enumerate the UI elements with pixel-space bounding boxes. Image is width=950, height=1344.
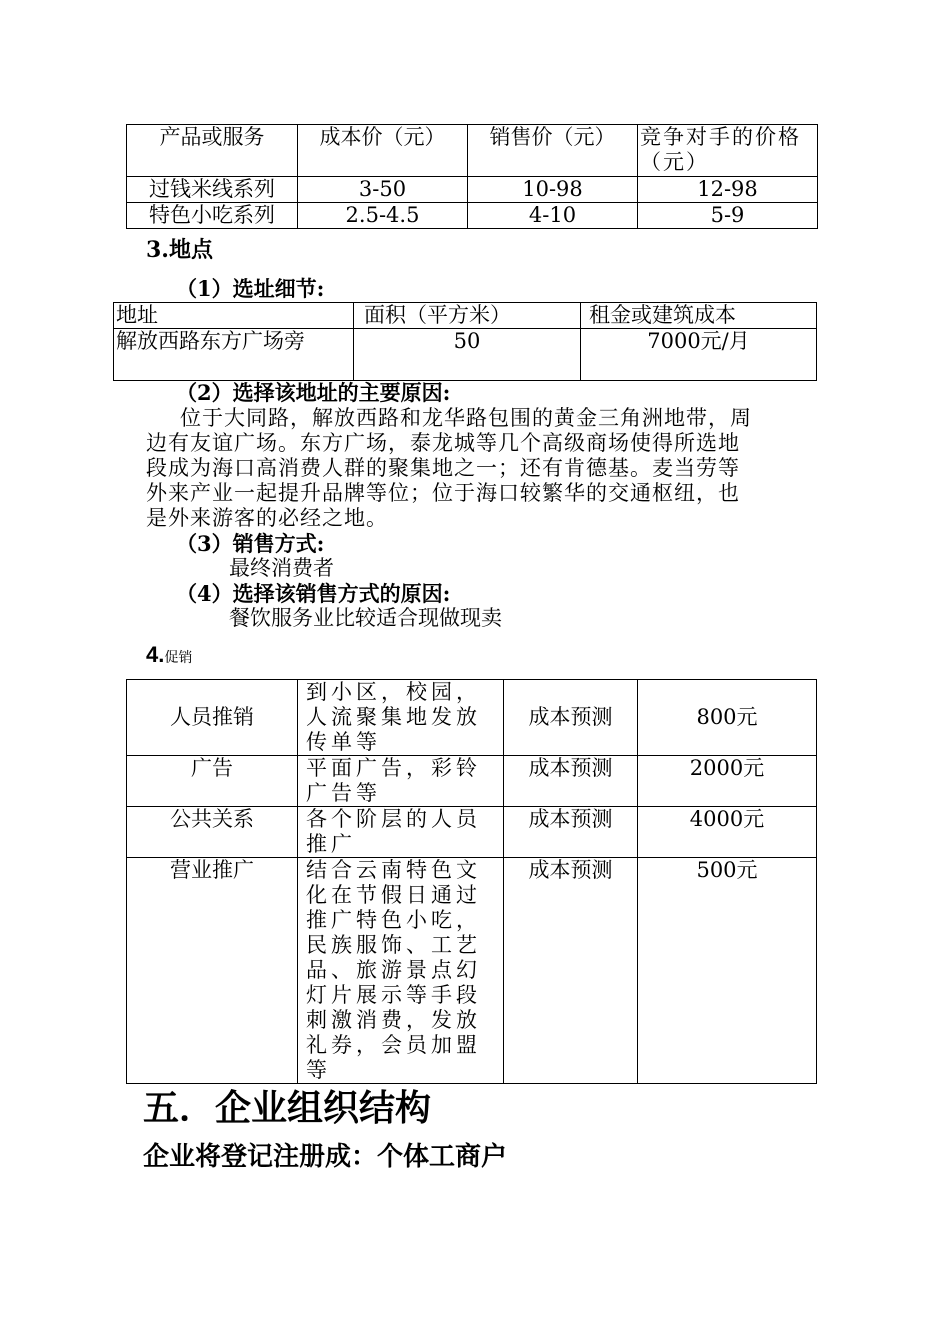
promo-cost: 4000元 <box>638 807 817 858</box>
price-cell: 4-10 <box>468 203 638 229</box>
location-header-rent: 租金或建筑成本 <box>581 303 817 329</box>
promo-desc-line: 各个阶层的人员 <box>306 807 481 831</box>
promotion-heading <box>146 642 192 668</box>
promo-desc <box>298 756 504 807</box>
promo-desc <box>298 858 504 1084</box>
promo-desc <box>298 680 504 756</box>
location-sub4: （4）选择该销售方式的原因: <box>176 581 451 606</box>
promo-cost: 2000元 <box>638 756 817 807</box>
table-row <box>127 177 818 203</box>
promo-name: 公共关系 <box>127 807 298 858</box>
price-header-sale: 销售价（元） <box>468 125 638 177</box>
location-reason <box>146 406 806 531</box>
location-header-address: 地址 <box>114 303 354 329</box>
table-row <box>114 329 817 381</box>
location-sub1: （1）选址细节: <box>176 276 325 301</box>
promo-name: 人员推销 <box>127 680 298 756</box>
price-table <box>126 124 818 229</box>
sales-method: 最终消费者 <box>229 556 334 580</box>
promo-desc-line: 化在节假日通过 <box>306 883 481 907</box>
table-row <box>127 203 818 229</box>
price-cell: 12-98 <box>638 177 818 203</box>
promo-desc-line: 民族服饰、工艺 <box>306 933 481 957</box>
section5-subtitle: 企业将登记注册成：个体工商户 <box>143 1142 508 1172</box>
promo-desc-line: 推广特色小吃， <box>306 908 481 932</box>
promo-desc-line: 传单等 <box>306 730 381 754</box>
promo-name: 广告 <box>127 756 298 807</box>
price-header-competitor: 竞争对手的价格（元） <box>638 125 818 177</box>
price-header-product: 产品或服务 <box>127 125 298 177</box>
promo-desc-line: 广告等 <box>306 781 381 805</box>
price-cell: 2.5-4.5 <box>298 203 468 229</box>
promo-desc-line: 灯片展示等手段 <box>306 983 481 1007</box>
price-header-cost: 成本价（元） <box>298 125 468 177</box>
promo-label: 成本预测 <box>504 858 638 1084</box>
promotion-heading-num: 4. <box>146 642 165 667</box>
promo-desc-line: 到小区，校园， <box>306 680 481 704</box>
promo-desc-line: 刺激消费，发放 <box>306 1008 481 1032</box>
location-cell: 50 <box>354 329 581 381</box>
table-row <box>127 680 817 756</box>
promo-desc-line: 推广 <box>306 832 356 856</box>
sales-reason: 餐饮服务业比较适合现做现卖 <box>229 606 502 630</box>
table-row <box>127 858 817 1084</box>
promo-name: 营业推广 <box>127 858 298 1084</box>
table-row <box>127 807 817 858</box>
reason-line: 是外来游客的必经之地。 <box>146 506 388 530</box>
location-heading: 3.地点 <box>146 237 213 263</box>
price-cell: 5-9 <box>638 203 818 229</box>
promo-desc-line: 礼券，会员加盟 <box>306 1033 481 1057</box>
promotion-table <box>126 679 817 1084</box>
reason-line: 外来产业一起提升品牌等位；位于海口较繁华的交通枢纽，也 <box>146 481 740 505</box>
price-cell: 3-50 <box>298 177 468 203</box>
promo-label: 成本预测 <box>504 680 638 756</box>
promotion-heading-text: 促销 <box>164 650 193 666</box>
promo-label: 成本预测 <box>504 756 638 807</box>
location-sub2: （2）选择该地址的主要原因: <box>176 380 451 405</box>
table-row <box>127 756 817 807</box>
promo-desc-line: 人流聚集地发放 <box>306 705 481 729</box>
promo-desc-line: 等 <box>306 1058 331 1082</box>
location-table <box>113 302 817 381</box>
reason-line: 段成为海口高消费人群的聚集地之一；还有肯德基。麦当劳等 <box>146 456 740 480</box>
price-cell: 过钱米线系列 <box>127 177 298 203</box>
promo-cost: 800元 <box>638 680 817 756</box>
promo-desc-line: 品、旅游景点幻 <box>306 958 481 982</box>
promo-desc-line: 平面广告，彩铃 <box>306 756 481 780</box>
promo-label: 成本预测 <box>504 807 638 858</box>
price-cell: 特色小吃系列 <box>127 203 298 229</box>
promo-desc <box>298 807 504 858</box>
location-header-area: 面积（平方米） <box>354 303 581 329</box>
location-cell: 解放西路东方广场旁 <box>114 329 354 381</box>
reason-line: 边有友谊广场。东方广场，泰龙城等几个高级商场使得所选地 <box>146 431 740 455</box>
promo-cost: 500元 <box>638 858 817 1084</box>
location-sub3: （3）销售方式: <box>176 531 325 556</box>
price-cell: 10-98 <box>468 177 638 203</box>
promo-desc-line: 结合云南特色文 <box>306 858 481 882</box>
reason-line: 位于大同路，解放西路和龙华路包围的黄金三角洲地带，周 <box>180 406 752 430</box>
section5-title: 五．企业组织结构 <box>143 1087 432 1129</box>
location-cell: 7000元/月 <box>581 329 817 381</box>
